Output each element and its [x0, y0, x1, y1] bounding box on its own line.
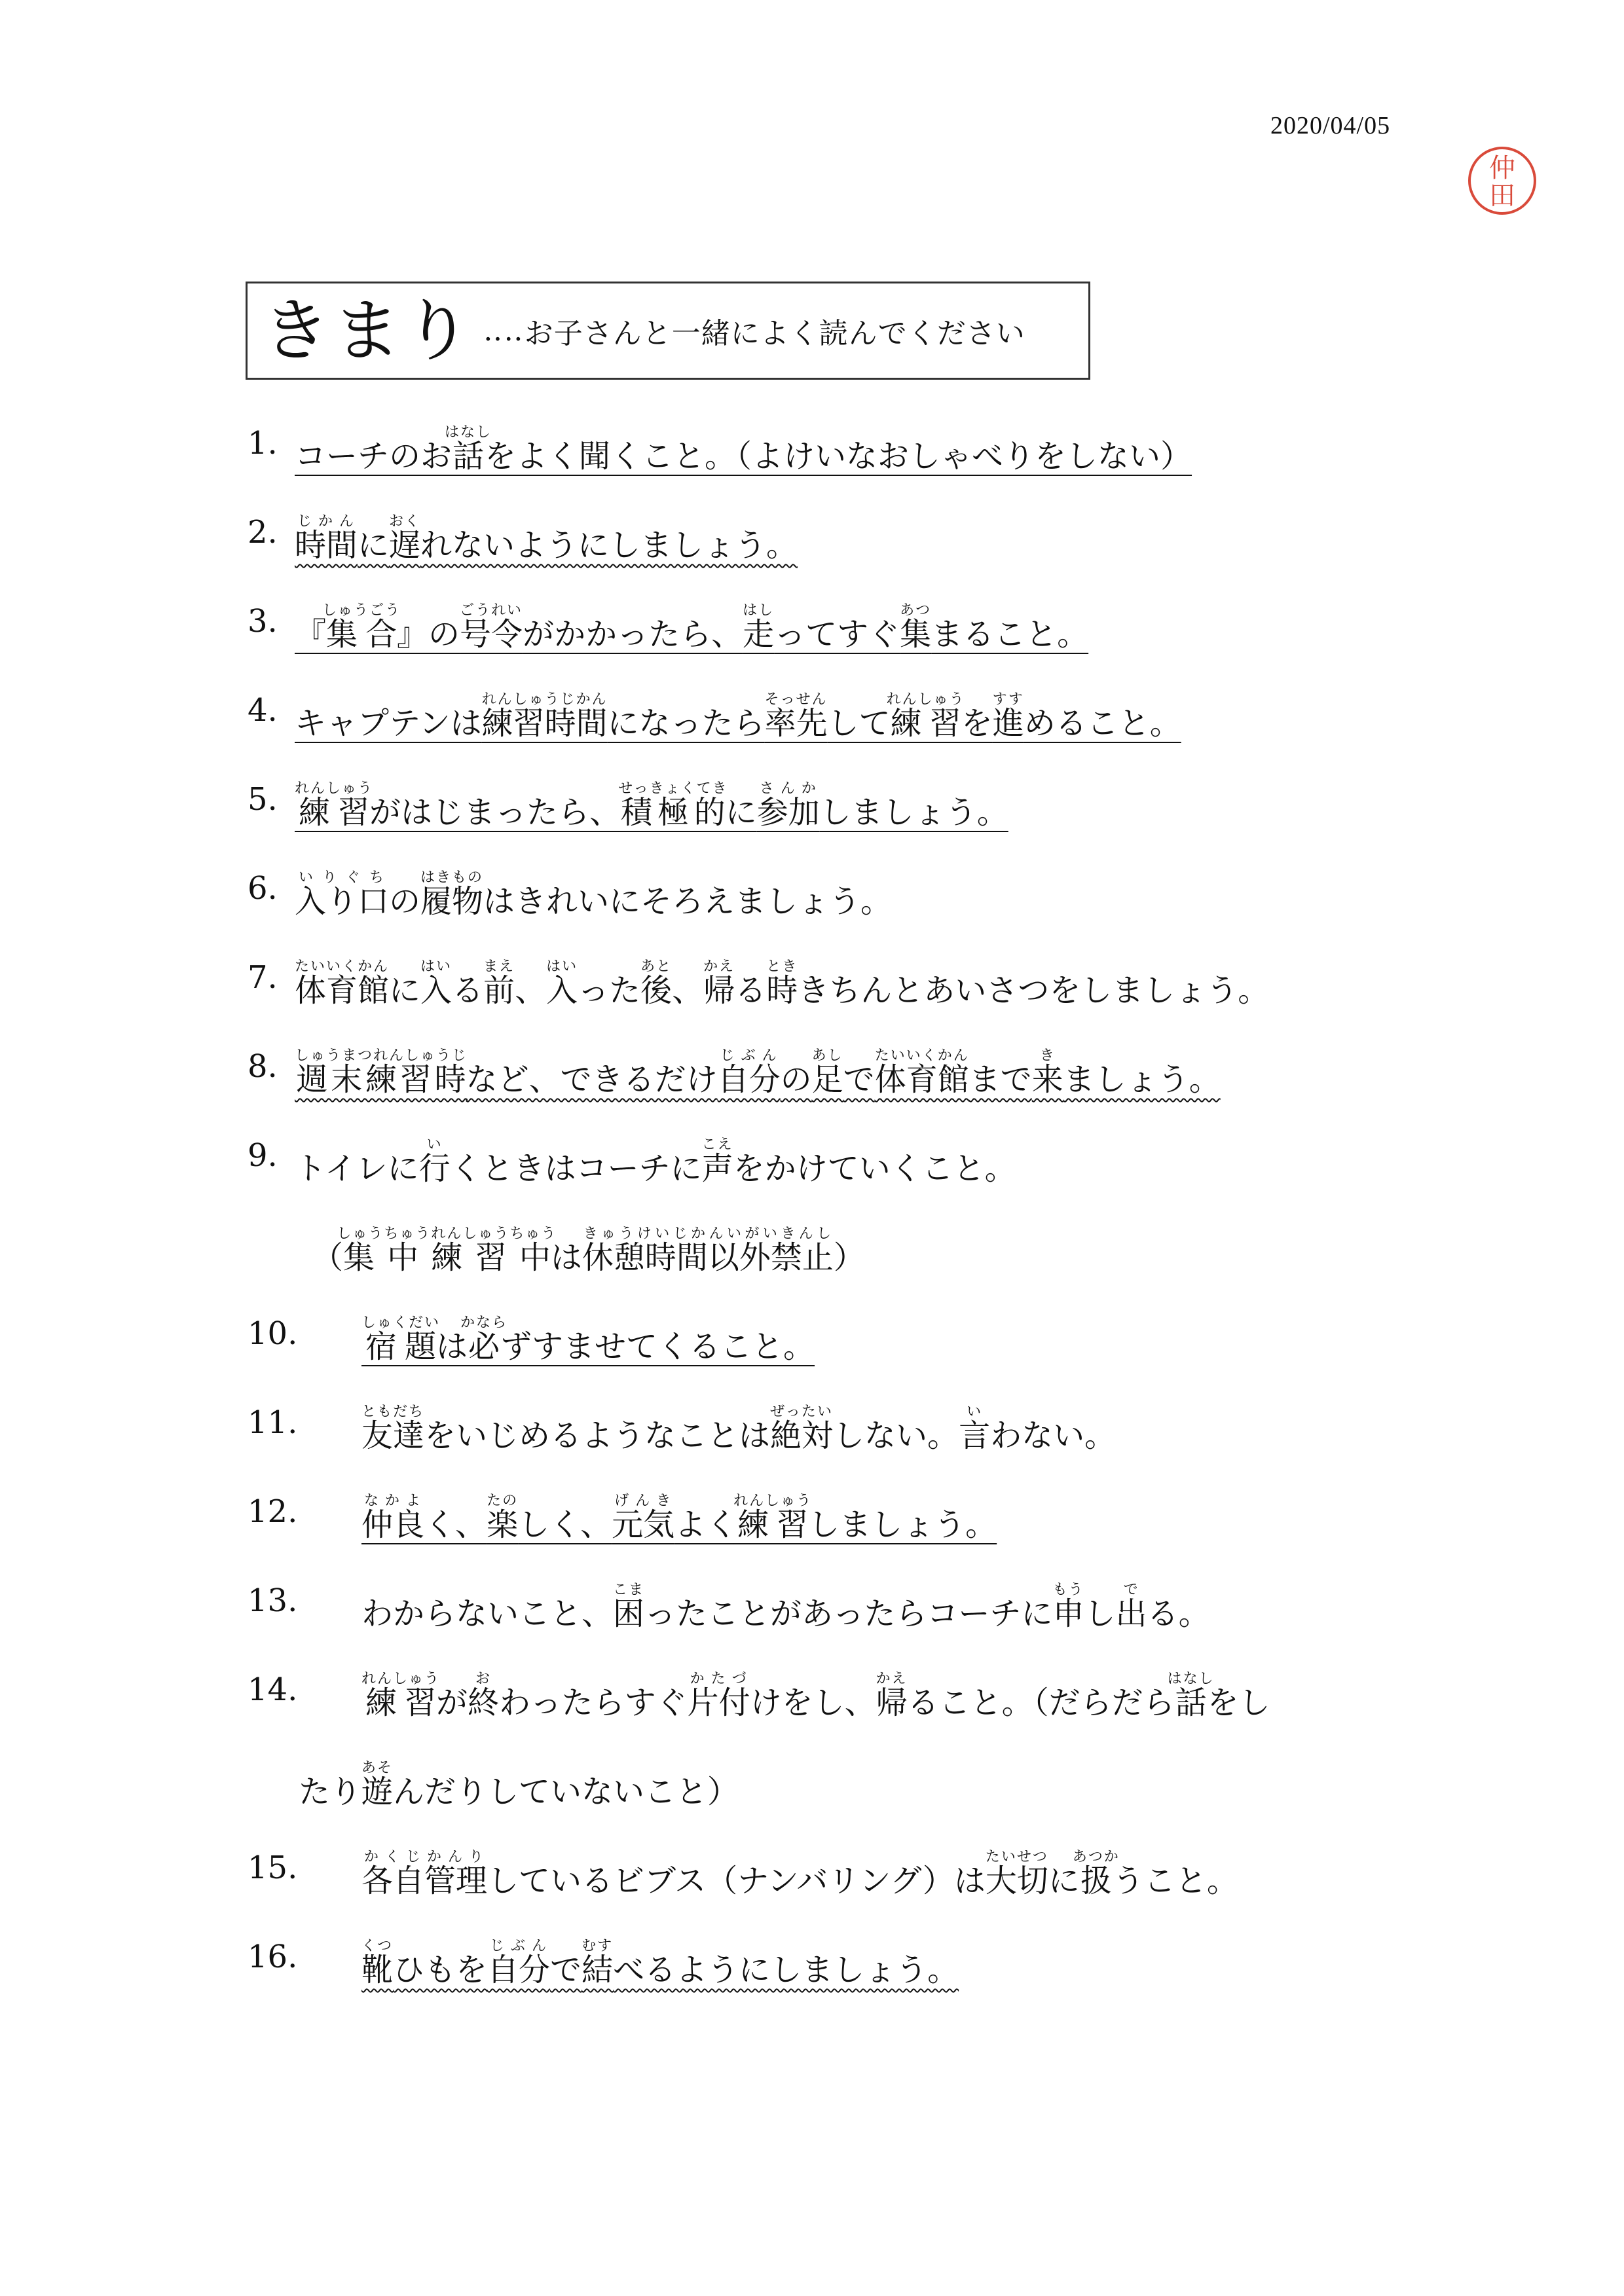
kanji-text: 入 [420, 972, 452, 1009]
rule-number: 12. [248, 1493, 298, 1530]
kanji-text: 帰 [876, 1685, 908, 1721]
furigana: あと [640, 958, 673, 975]
kanji-text: 練習 [886, 705, 965, 742]
ruby-word [460, 602, 523, 653]
furigana: かえ [703, 958, 735, 975]
ruby-word [985, 1849, 1048, 1899]
seal-stamp [1466, 144, 1539, 217]
rule-text [361, 1404, 1116, 1455]
furigana: たいせつ [985, 1849, 1048, 1865]
text-segment: しましょう。 [819, 794, 1008, 831]
rule-text [295, 958, 1269, 1010]
ruby-word [361, 1671, 441, 1721]
text-segment: はきれいにそろえましょう。 [483, 883, 893, 920]
text-segment: をいじめるようなことは [424, 1417, 771, 1454]
text-segment: けをし、 [750, 1685, 876, 1721]
furigana: しゅくだい [361, 1315, 441, 1331]
text-segment: る [735, 972, 767, 1009]
furigana: れんしゅう [886, 691, 965, 708]
kanji-text: 絶対 [770, 1417, 834, 1454]
furigana: じぶん [717, 1048, 781, 1064]
kanji-text: 話 [1167, 1685, 1215, 1721]
ruby-word [361, 1493, 425, 1543]
furigana: かくじかんり [361, 1849, 488, 1865]
text-segment: く、 [424, 1506, 487, 1543]
furigana: なかよ [361, 1493, 425, 1509]
ruby-word [361, 1849, 488, 1899]
furigana: すす [992, 691, 1024, 708]
furigana: げんき [612, 1493, 675, 1509]
ruby-word [1052, 1582, 1084, 1632]
text-segment: った [578, 972, 641, 1009]
text-segment: がかかったら、 [523, 616, 743, 653]
text-segment: をかけていくこと。 [733, 1150, 1016, 1187]
ruby-word [295, 1048, 468, 1098]
kanji-text: 進 [992, 705, 1024, 742]
text-segment: んだりしていないこと） [393, 1774, 739, 1810]
text-segment: は [436, 1328, 468, 1365]
ruby-word [581, 1226, 834, 1276]
furigana: あし [811, 1048, 843, 1064]
rule-text [295, 1048, 1221, 1099]
furigana: たいいくかん [295, 958, 390, 975]
rule-number: 15. [248, 1850, 298, 1886]
ruby-word [468, 1671, 500, 1721]
text-segment: に [358, 527, 390, 564]
kanji-text: 体育館 [874, 1061, 969, 1098]
kanji-text: 自分 [717, 1061, 781, 1098]
furigana: じかん [295, 513, 358, 530]
text-segment: トイレに [295, 1150, 419, 1187]
ruby-word [811, 1048, 843, 1098]
furigana: はし [743, 602, 775, 619]
rule-text [312, 1226, 865, 1277]
rule-text [295, 1137, 1016, 1188]
furigana: こえ [701, 1137, 733, 1153]
kanji-text: 足 [811, 1061, 843, 1098]
furigana: れんしゅう [295, 780, 374, 797]
rule-text [361, 1582, 1210, 1633]
text-segment: ってすぐ [774, 616, 900, 653]
ruby-word [612, 1493, 675, 1543]
ruby-word [295, 780, 374, 831]
text-segment: の [389, 883, 421, 920]
ruby-word [481, 691, 608, 742]
ruby-word [618, 780, 728, 831]
ruby-word [295, 958, 390, 1009]
furigana: き [1031, 1048, 1063, 1064]
kanji-text: 必 [460, 1328, 508, 1365]
rule-number: 7. [248, 959, 278, 996]
ruby-word [389, 513, 421, 564]
ruby-word [900, 602, 932, 653]
kanji-text: 遅 [389, 527, 421, 564]
ruby-word [295, 513, 358, 564]
furigana: たいいくかん [874, 1048, 969, 1064]
text-segment: きちんとあいさつをしましょう。 [798, 972, 1270, 1009]
kanji-text: 結 [581, 1952, 614, 1988]
text-segment: しているビブス（ナンバリング）は [487, 1863, 986, 1899]
text-segment: キャプテンは [295, 705, 482, 742]
rule-number: 4. [248, 692, 278, 729]
ruby-word [764, 691, 828, 742]
ruby-word [701, 1137, 733, 1187]
furigana: しゅうごう [322, 602, 401, 619]
kanji-text: 練習 [733, 1506, 813, 1543]
furigana: ぜったい [770, 1404, 834, 1420]
rule-text [295, 602, 1088, 653]
furigana: まえ [483, 958, 515, 975]
kanji-text: 練習時間 [481, 705, 608, 742]
kanji-text: 集中練習中 [337, 1239, 557, 1276]
furigana: さんか [756, 780, 820, 797]
text-segment: に [1048, 1863, 1080, 1899]
rule-text [295, 513, 798, 564]
text-segment: （ [312, 1239, 344, 1276]
ruby-word [1167, 1671, 1215, 1721]
kanji-text: 声 [701, 1150, 733, 1187]
text-segment: して [827, 705, 891, 742]
furigana: れんしゅうじかん [481, 691, 608, 708]
rule-number: 10. [248, 1315, 298, 1352]
ruby-word [487, 1493, 519, 1543]
kanji-text: 号令 [460, 616, 523, 653]
kanji-text: 走 [743, 616, 775, 653]
text-segment: れないようにしましょう。 [420, 527, 798, 564]
text-segment: しない。 [833, 1417, 959, 1454]
text-segment: に [389, 972, 421, 1009]
kanji-text: 来 [1031, 1061, 1063, 1098]
kanji-text: 帰 [703, 972, 735, 1009]
rule-text [361, 1493, 997, 1544]
rule-text [361, 1849, 1238, 1900]
text-segment: まること。 [931, 616, 1089, 653]
ruby-word [445, 424, 492, 475]
text-segment: しましょう。 [808, 1506, 997, 1543]
furigana: はなし [445, 424, 492, 441]
ruby-word [322, 602, 401, 653]
text-segment: をし [1207, 1685, 1270, 1721]
ruby-word [876, 1671, 908, 1721]
furigana: せっきょくてき [618, 780, 728, 797]
rule-number: 14. [248, 1671, 298, 1708]
ruby-word [886, 691, 965, 742]
ruby-word [756, 780, 820, 831]
text-segment: し [1084, 1595, 1116, 1632]
kanji-text: 片付 [687, 1685, 750, 1721]
ruby-word [487, 1938, 551, 1988]
ruby-word [717, 1048, 781, 1098]
ruby-word [361, 1315, 441, 1365]
kanji-text: 終 [468, 1685, 500, 1721]
furigana: あつ [900, 602, 932, 619]
text-segment: ） [833, 1239, 865, 1276]
furigana: こま [613, 1582, 645, 1598]
rule-number: 9. [248, 1137, 278, 1174]
rule-number: 1. [248, 425, 278, 462]
furigana: い [959, 1404, 991, 1420]
text-segment: は [550, 1239, 582, 1276]
kanji-text: 集 [900, 616, 932, 653]
furigana: で [1115, 1582, 1147, 1598]
ruby-word [1031, 1048, 1063, 1098]
ruby-word [460, 1315, 508, 1365]
kanji-text: 自分 [487, 1952, 551, 1988]
furigana: はい [420, 958, 452, 975]
kanji-text: 各自管理 [361, 1863, 488, 1899]
kanji-text: 楽 [487, 1506, 519, 1543]
ruby-word [733, 1493, 813, 1543]
page-title: きまり [262, 291, 475, 371]
text-segment: 、 [672, 972, 704, 1009]
furigana: しゅうまつれんしゅうじ [295, 1048, 468, 1064]
ruby-word [361, 1938, 394, 1988]
furigana: ごうれい [460, 602, 523, 619]
kanji-text: 参加 [756, 794, 820, 831]
text-segment: よく [674, 1506, 738, 1543]
kanji-text: 行 [418, 1150, 451, 1187]
furigana: とき [766, 958, 798, 975]
ruby-word [483, 958, 515, 1009]
ruby-word [420, 869, 484, 920]
text-segment: 』の [397, 616, 460, 653]
kanji-text: 宿題 [361, 1328, 441, 1365]
rule-number: 11. [248, 1404, 298, 1441]
ruby-word [337, 1226, 557, 1276]
kanji-text: 靴 [361, 1952, 394, 1988]
kanji-text: 休憩時間以外禁止 [581, 1239, 834, 1276]
rule-text [295, 780, 1008, 831]
kanji-text: 練習 [361, 1685, 441, 1721]
rule-number: 5. [248, 781, 278, 818]
ruby-word [959, 1404, 991, 1454]
text-segment: など、できるだけ [466, 1061, 718, 1098]
kanji-text: 扱 [1072, 1863, 1120, 1899]
kanji-text: 集合 [322, 616, 401, 653]
ruby-word [1072, 1849, 1120, 1899]
ruby-word [613, 1582, 645, 1632]
furigana: ともだち [361, 1404, 425, 1420]
kanji-text: 体育館 [295, 972, 390, 1009]
kanji-text: 入り口 [295, 883, 390, 920]
text-segment: が [436, 1685, 468, 1721]
text-segment: ずすませてくること。 [500, 1328, 815, 1365]
text-segment: わったらすぐ [499, 1685, 688, 1721]
furigana: い [418, 1137, 451, 1153]
kanji-text: 週末練習時 [295, 1061, 468, 1098]
furigana: れんしゅう [361, 1671, 441, 1687]
text-segment: まで [969, 1061, 1032, 1098]
text-segment: を [961, 705, 993, 742]
kanji-text: 入 [546, 972, 578, 1009]
furigana: いりぐち [295, 869, 390, 886]
ruby-word [770, 1404, 834, 1454]
rule-number: 2. [248, 514, 278, 551]
text-segment: がはじまったら、 [369, 794, 621, 831]
text-segment: 、 [515, 972, 547, 1009]
furigana: じぶん [487, 1938, 551, 1954]
text-segment: コーチのお [295, 438, 452, 475]
kanji-text: 時間 [295, 527, 358, 564]
document-date: 2020/04/05 [1270, 112, 1391, 139]
text-segment: わない。 [990, 1417, 1116, 1454]
kanji-text: 友達 [361, 1417, 425, 1454]
rule-text [295, 424, 1192, 475]
furigana: くつ [361, 1938, 394, 1954]
rule-text [361, 1938, 959, 1989]
page-subtitle: お子さんと一緒によく読んでください [524, 317, 1025, 350]
kanji-text: 話 [445, 438, 492, 475]
furigana: しゅうちゅうれんしゅうちゅう [337, 1226, 557, 1242]
ruby-word [420, 958, 452, 1009]
ruby-word [766, 958, 798, 1009]
text-segment: たり [299, 1774, 362, 1810]
kanji-text: 練習 [295, 794, 374, 831]
ruby-word [361, 1404, 425, 1454]
rule-number: 3. [248, 603, 278, 640]
title-box [246, 282, 1090, 380]
ruby-word [703, 958, 735, 1009]
furigana: あつか [1072, 1849, 1120, 1865]
text-segment: ひもを [393, 1952, 488, 1988]
text-segment: に [725, 794, 757, 831]
text-segment: ること。（だらだら [907, 1685, 1175, 1721]
ruby-word [874, 1048, 969, 1098]
rule-number: 6. [248, 870, 278, 907]
kanji-text: 後 [640, 972, 673, 1009]
text-segment: べるようにしましょう。 [613, 1952, 959, 1988]
text-segment: る。 [1147, 1595, 1210, 1632]
furigana: たの [487, 1493, 519, 1509]
furigana: かたづ [687, 1671, 750, 1687]
rule-number: 13. [248, 1582, 298, 1619]
svg-text:仲: 仲 [1489, 153, 1515, 183]
furigana: むす [581, 1938, 614, 1954]
text-segment: めること。 [1024, 705, 1181, 742]
kanji-text: 申 [1052, 1595, 1084, 1632]
ruby-word [743, 602, 775, 653]
kanji-text: 遊 [361, 1774, 394, 1810]
text-segment: ったことがあったらコーチに [644, 1595, 1053, 1632]
rule-text [295, 869, 892, 920]
text-segment: 『 [295, 616, 327, 653]
furigana: お [468, 1671, 500, 1687]
ruby-word [1115, 1582, 1147, 1632]
text-segment: の [780, 1061, 812, 1098]
furigana: きゅうけいじかんいがいきんし [581, 1226, 834, 1242]
kanji-text: 時 [766, 972, 798, 1009]
svg-text:田: 田 [1489, 181, 1515, 211]
ruby-word [361, 1760, 394, 1810]
furigana: もう [1052, 1582, 1084, 1598]
kanji-text: 元気 [612, 1506, 675, 1543]
ruby-word [581, 1938, 614, 1988]
ruby-word [546, 958, 578, 1009]
text-segment: しく、 [518, 1506, 612, 1543]
furigana: かえ [876, 1671, 908, 1687]
kanji-text: 言 [959, 1417, 991, 1454]
rule-text [295, 691, 1181, 742]
text-segment: で [550, 1952, 582, 1988]
text-segment: る [452, 972, 484, 1009]
text-segment: になったら [607, 705, 765, 742]
ruby-word [295, 869, 390, 920]
kanji-text: 大切 [985, 1863, 1048, 1899]
kanji-text: 率先 [764, 705, 828, 742]
rule-text [361, 1671, 1270, 1722]
text-segment: うこと。 [1112, 1863, 1238, 1899]
furigana: おく [389, 513, 421, 530]
rule-text [361, 1315, 815, 1366]
ruby-word [992, 691, 1024, 742]
furigana: はきもの [420, 869, 484, 886]
furigana: はい [546, 958, 578, 975]
rule-text [299, 1760, 739, 1811]
furigana: れんしゅう [733, 1493, 813, 1509]
text-segment: ましょう。 [1063, 1061, 1221, 1098]
kanji-text: 出 [1115, 1595, 1147, 1632]
text-segment: をよく聞くこと。（よけいなおしゃべりをしない） [485, 438, 1192, 475]
kanji-text: 困 [613, 1595, 645, 1632]
kanji-text: 前 [483, 972, 515, 1009]
furigana: あそ [361, 1760, 394, 1776]
kanji-text: 積極的 [618, 794, 728, 831]
kanji-text: 仲良 [361, 1506, 425, 1543]
ruby-word [640, 958, 673, 1009]
rule-number: 16. [248, 1939, 298, 1975]
rule-number: 8. [248, 1048, 278, 1085]
text-segment: わからないこと、 [361, 1595, 614, 1632]
text-segment: で [843, 1061, 875, 1098]
ruby-word [687, 1671, 750, 1721]
kanji-text: 履物 [420, 883, 484, 920]
furigana: そっせん [764, 691, 828, 708]
text-segment: くときはコーチに [450, 1150, 702, 1187]
furigana: はなし [1167, 1671, 1215, 1687]
title-dots: ‥‥ [483, 314, 525, 348]
ruby-word [418, 1137, 451, 1187]
furigana: かなら [460, 1315, 508, 1331]
